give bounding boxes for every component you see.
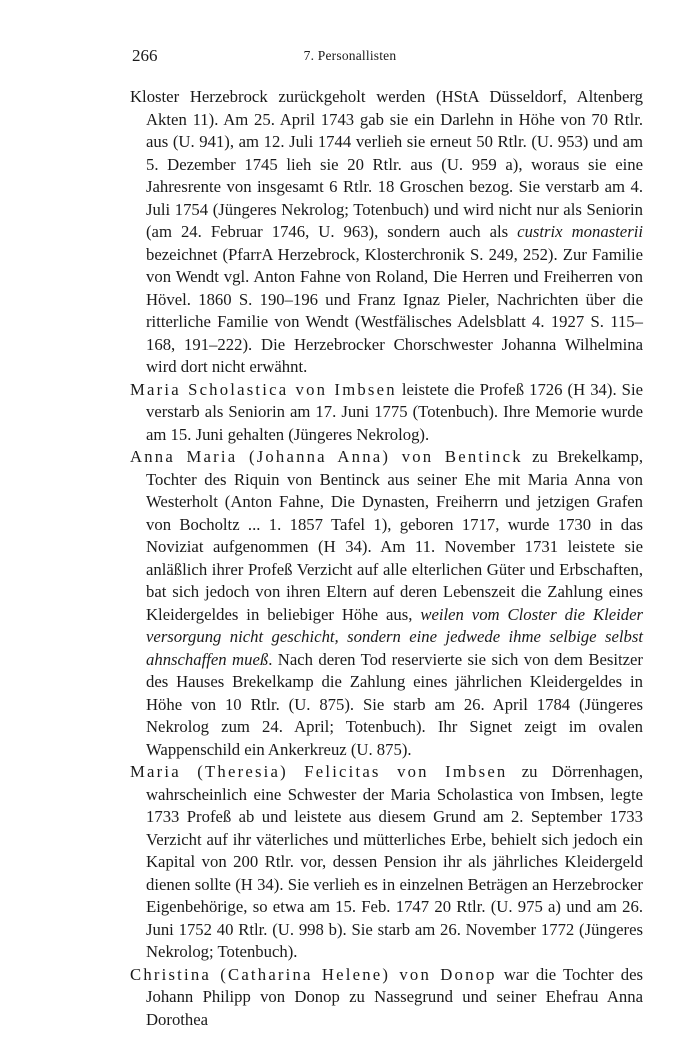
entry-maria-scholastica (130, 379, 643, 447)
entry-christina (130, 964, 643, 1032)
entry-name: Christina (Catharina Helene) von Donop (130, 964, 497, 984)
archaic-quote: weilen vom Closter die Kleider versorgung nicht geschicht, sondern eine jedwede ihme selbige selbst ahnschaffen mueß (146, 604, 643, 669)
entry-paragraph (130, 761, 643, 964)
entry-name: Maria Scholastica von Imbsen (130, 379, 397, 399)
running-head: 7. Personallisten (303, 48, 397, 63)
entry-paragraph (130, 446, 643, 761)
entry-text: zu Brekelkamp, Tochter des Riquin von Bentinck aus seiner Ehe mit Maria Anna von Westerholt (Anton Fahne, Die Dynasten, Freiherrn und jetzigen Grafen von Bocholtz ... 1. 1857 Tafel 1), geboren 1717, wurde 1730 in das Noviziat aufgenommen (H 34). Am 11. November 1731 leistete sie anläßlich ihrer Profeß Verzicht auf alle elterlichen Güter und Erbschaften, bat sich jedoch von ihren Eltern auf deren Lebenszeit die Zahlung eines Kleidergeldes in beliebiger Höhe aus, (146, 447, 643, 624)
entry-anna-maria (130, 446, 643, 761)
entry-maria-felicitas (130, 761, 643, 964)
entry-text: . Nach deren Tod reservierte sie sich von dem Besitzer des Hauses Brekelkamp die Zahlung eines jährlichen Kleidergeldes in Höhe von 10 Rtlr. (U. 875). Sie starb am 26. April 1784 (Jüngeres Nekrolog zum 24. April; Totenbuch). Ihr Signet zeigt im ovalen Wappenschild ein Ankerkreuz (U. 875). (146, 649, 643, 759)
entry-paragraph (130, 379, 643, 447)
entry-name: Anna Maria (Johanna Anna) von Bentinck (130, 447, 523, 466)
page-number: 266 (132, 46, 158, 65)
entry-text: war die Tochter des Johann Philipp von Donop zu Nassegrund und seiner Ehefrau Anna Dorothea (146, 964, 643, 1029)
body-text (130, 86, 643, 1031)
entry-text: zu Dörrenhagen, wahrscheinlich eine Schwester der Maria Scholastica von Imbsen, legte 1733 Profeß ab und leistete aus diesem Grund am 2. September 1733 Verzicht auf ihr väterliches und mütterliches Erbe, behielt sich jedoch ein Kapital von 200 Rtlr. vor, dessen Pension ihr als jährliches Kleidergeld dienen sollte (H 34). Sie verlieh es in einzelnen Beträgen an Herzebrocker Eigenbehörige, so etwa am 15. Feb. 1747 20 Rtlr. (U. 975 a) und am 26. Juni 1752 40 Rtlr. (U. 998 b). Sie starb am 26. November 1772 (Jüngeres Nekrolog; Totenbuch). (146, 762, 643, 961)
entry-paragraph (130, 964, 643, 1032)
entry-wendt-continued (130, 86, 643, 379)
entry-paragraph (130, 86, 643, 379)
entry-text: leistete die Profeß 1726 (H 34). Sie verstarb als Seniorin am 17. Juni 1775 (Totenbuch). Ihre Memorie wurde am 15. Juni gehalten (Jüngeres Nekrolog). (146, 379, 643, 444)
entry-name: Maria (Theresia) Felicitas von Imbsen (130, 762, 508, 781)
page-header (0, 46, 700, 70)
entry-text: Kloster Herzebrock zurückgeholt werden (HStA Düsseldorf, Altenberg Akten 11). Am 25. April 1743 gab sie ein Darlehn in Höhe von 70 Rtlr. aus (U. 941), am 12. Juli 1744 verlieh sie erneut 50 Rtlr. (U. 953) und am 5. Dezember 1745 lieh sie 20 Rtlr. aus (U. 959 a), woraus sie eine Jahresrente von insgesamt 6 Rtlr. 18 Groschen bezog. Sie verstarb am 4. Juli 1754 (Jüngeres Nekrolog; Totenbuch) und wird nicht nur als Seniorin (am 24. Februar 1746, U. 963), sondern auch als (130, 87, 643, 241)
latin-quote: custrix monasterii (517, 222, 643, 241)
entry-text: bezeichnet (PfarrA Herzebrock, Klosterchronik S. 249, 252). Zur Familie von Wendt vgl. Anton Fahne von Roland, Die Herren und Freiherren von Hövel. 1860 S. 190–196 und Franz Ignaz Pieler, Nachrichten über die ritterliche Familie von Wendt (Westfälisches Adelsblatt 4. 1927 S. 115–168, 191–222). Die Herzebrocker Chorschwester Johanna Wilhelmina wird dort nicht erwähnt. (146, 244, 643, 376)
